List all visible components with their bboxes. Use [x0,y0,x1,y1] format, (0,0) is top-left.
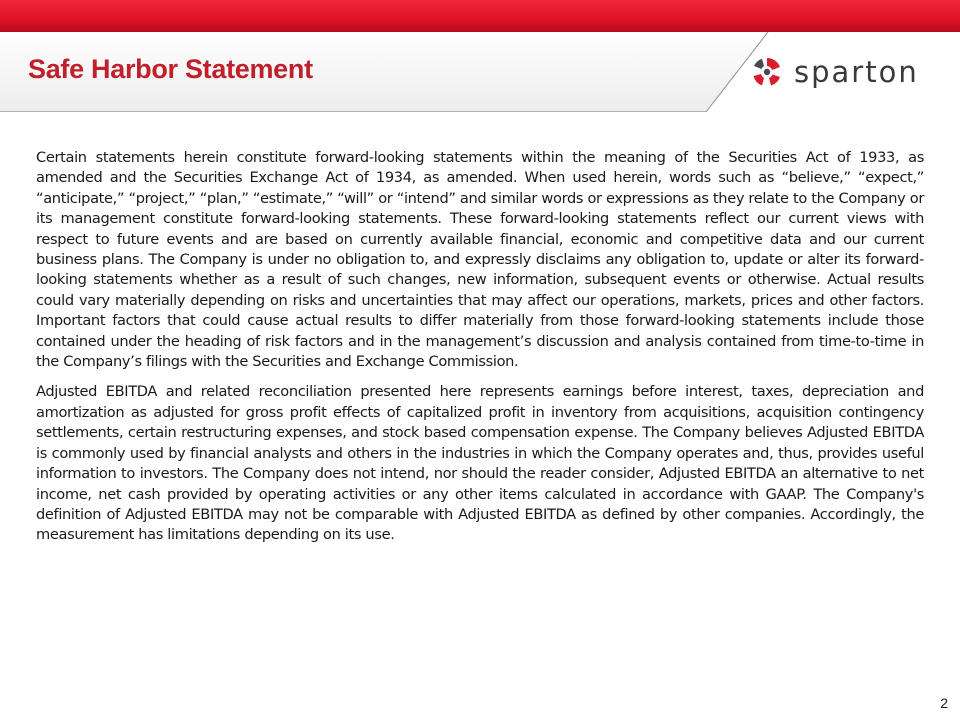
sparton-logo [750,54,956,90]
page-title: Safe Harbor Statement [28,54,313,84]
slide-header [0,32,960,112]
top-accent-bar [0,0,960,32]
ebitda-paragraph: Adjusted EBITDA and related reconciliation presented here represents earnings before interest, taxes, depreciation and amortization as adjusted for gross profit effects of capitalized profit in inventory from acquisitions, acquisition contingency settlements, certain restructuring expenses, and stock based compensation expense. The Company believes Adjusted EBITDA is commonly used by financial analysts and others in the industries in which the Company operates and, thus, provides useful information to investors. The Company does not intend, nor should the reader consider, Adjusted EBITDA an alternative to net income, net cash provided by operating activities or any other items calculated in accordance with GAAP. The Company's definition of Adjusted EBITDA may not be comparable with Adjusted EBITDA as defined by other companies. Accordingly, the measurement has limitations depending on its use. [36,383,924,544]
body-text [36,148,924,556]
sparton-logo-icon [750,55,784,89]
logo-wordmark: sparton [794,54,919,89]
safe-harbor-paragraph: Certain statements herein constitute forward-looking statements within the meaning of the Securities Act of 1933, as amended and the Securities Exchange Act of 1934, as amended. When used herein, words such as “believe,” “expect,” “anticipate,” “project,” “plan,” “estimate,” “will” or “intend” and similar words or expressions as they relate to the Company or its management constitute forward-looking statements. These forward-looking statements reflect our current views with respect to future events and are based on currently available financial, economic and competitive data and our current business plans. The Company is under no obligation to, and expressly disclaims any obligation to, update or alter its forward-looking statements whether as a result of such changes, new information, subsequent events or otherwise. Actual results could vary materially depending on risks and uncertainties that may affect our operations, markets, prices and other factors. Important factors that could cause actual results to differ materially from those forward-looking statements include those contained under the heading of risk factors and in the management’s discussion and analysis contained from time-to-time in the Company’s filings with the Securities and Exchange Commission. [36,149,924,371]
page-number: 2 [940,695,948,711]
